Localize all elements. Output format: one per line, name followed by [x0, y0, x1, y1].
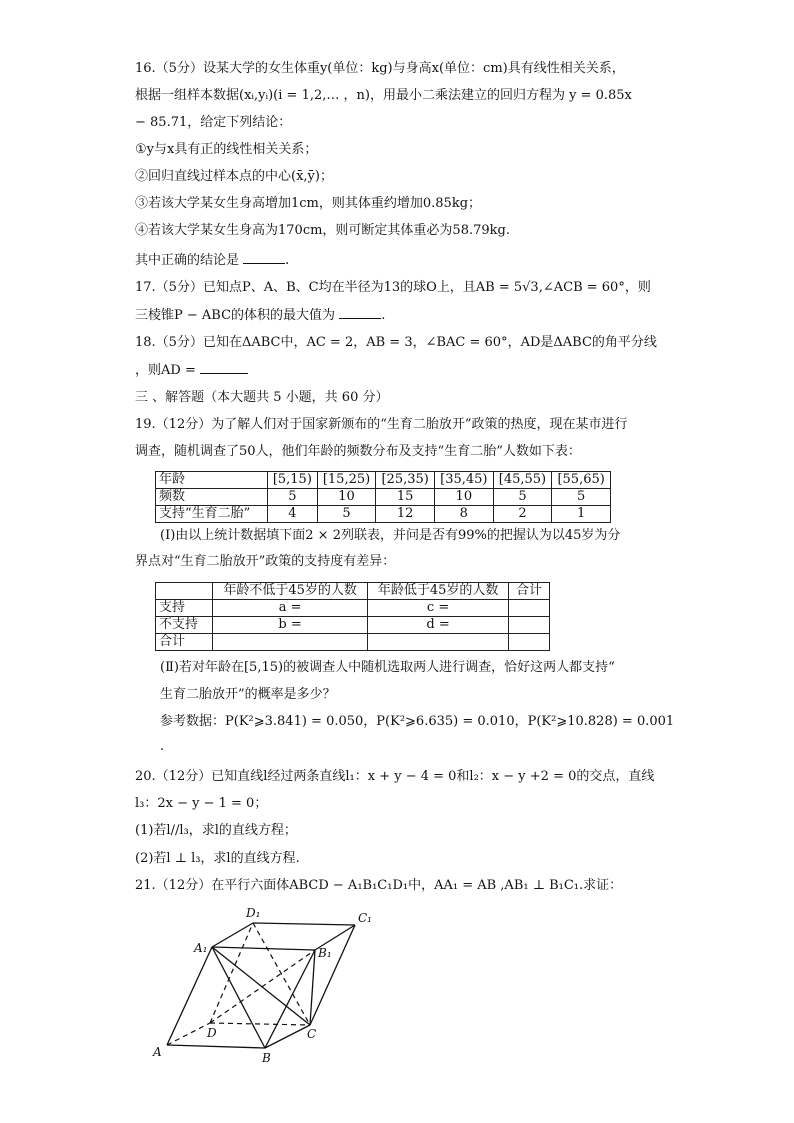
table-cell — [213, 634, 368, 651]
edge-AA1 — [167, 947, 212, 1045]
answer-blank — [243, 251, 285, 264]
q19-part1-line-1: (Ⅰ)由以上统计数据填下面2 × 2列联表，并问是否有99%的把握认为以45岁为分 — [160, 528, 621, 543]
q18-line-2 — [135, 361, 248, 380]
answer-blank — [339, 306, 381, 319]
table-cell: 支持 — [156, 600, 213, 617]
q17-line-1: 17.（5分）已知点P、A、B、C均在半径为13的球O上，且AB = 5√3,∠ACB = 60°，则 — [135, 280, 651, 295]
table-cell: 支持“生育二胎” — [156, 506, 268, 523]
q16-question — [135, 251, 289, 270]
answer-blank — [200, 361, 248, 374]
edge-CC1 — [310, 925, 355, 1025]
q18-line-1: 18.（5分）已知在ΔABC中，AC = 2，AB = 3，∠BAC = 60°，AD是ΔABC的角平分线 — [135, 335, 657, 350]
table-cell: 5 — [268, 489, 318, 506]
q20-line-2: l₃：2x − y − 1 = 0； — [135, 796, 268, 811]
table-row — [156, 600, 550, 617]
hidden-edge-AD — [167, 1023, 210, 1045]
q16-line-1: 16.（5分）设某大学的女生体重y(单位：kg)与身高x(单位：cm)具有线性相关关系， — [135, 61, 625, 76]
table-cell: 12 — [376, 506, 435, 523]
table-cell: [25,35) — [376, 472, 435, 489]
table-row — [156, 583, 550, 600]
q16-end: . — [285, 253, 290, 268]
table-cell: b = — [213, 617, 368, 634]
q19-part1-line-2: 界点对“生育二胎放开”政策的支持度有差异： — [135, 554, 396, 569]
table-cell — [509, 600, 550, 617]
q16-line-3: − 85.71，给定下列结论： — [135, 115, 292, 130]
hidden-edge-DD1 — [210, 923, 253, 1023]
table-cell: 频数 — [156, 489, 268, 506]
q16-conclusion-2: ②回归直线过样本点的中心(x̄,ȳ)； — [135, 169, 333, 184]
q17-line-2 — [135, 306, 385, 325]
table-cell: 年龄低于45岁的人数 — [368, 583, 509, 600]
edge-AB — [167, 1045, 265, 1048]
q20-subquestion-2: (2)若l ⊥ l₃，求l的直线方程. — [135, 851, 300, 866]
q21-line-1: 21.（12分）在平行六面体ABCD − A₁B₁C₁D₁中，AA₁ = AB ,AB₁ ⊥ B₁C₁.求证： — [135, 878, 623, 893]
table-row — [156, 489, 611, 506]
table-cell: 1 — [552, 506, 611, 523]
table-cell: 合计 — [156, 634, 213, 651]
table-cell: [35,45) — [435, 472, 494, 489]
q16-ask: 其中正确的结论是 — [135, 253, 240, 268]
q16-conclusion-3: ③若该大学某女生身高增加1cm，则其体重约增加0.85kg； — [135, 196, 482, 211]
edge-D1C1 — [253, 923, 355, 925]
table-row — [156, 506, 611, 523]
frequency-table — [155, 471, 611, 523]
diagonal-A1C — [212, 947, 310, 1025]
table-cell: 15 — [376, 489, 435, 506]
q19-part2-line-2: 生育二胎放开”的概率是多少？ — [160, 687, 336, 702]
label-B1: B₁ — [318, 946, 332, 960]
diagonal-A1B — [212, 947, 265, 1048]
q19-line-2: 调查，随机调查了50人，他们年龄的频数分布及支持“生育二胎”人数如下表： — [135, 444, 581, 459]
table-cell: 10 — [317, 489, 376, 506]
edge-A1D1 — [212, 923, 253, 947]
table-cell — [368, 634, 509, 651]
table-cell: 年龄 — [156, 472, 268, 489]
contingency-table — [155, 582, 550, 651]
q19-reference-end: . — [160, 739, 165, 754]
q20-line-1: 20.（12分）已知直线l经过两条直线l₁：x + y − 4 = 0和l₂：x − y +2 = 0的交点，直线 — [135, 769, 655, 784]
label-C: C — [307, 1027, 317, 1041]
table-cell: a = — [213, 600, 368, 617]
q19-line-1: 19.（12分）为了解人们对于国家新颁布的“生育二胎放开”政策的热度，现在某市进行 — [135, 417, 628, 432]
table-row — [156, 617, 550, 634]
hidden-edge-DC — [210, 1023, 310, 1025]
table-cell: 5 — [493, 489, 552, 506]
q17-end: . — [381, 308, 386, 323]
q16-line-2: 根据一组样本数据(xᵢ,yᵢ)(i = 1,2,… ，n)，用最小二乘法建立的回归方程为 y = 0.85x — [135, 88, 632, 103]
table-row — [156, 634, 550, 651]
edge-BC — [265, 1025, 310, 1048]
table-cell: d = — [368, 617, 509, 634]
label-A: A — [153, 1045, 162, 1059]
table-cell: 8 — [435, 506, 494, 523]
table-cell: 10 — [435, 489, 494, 506]
table-cell: [5,15) — [268, 472, 318, 489]
hidden-diagonal-D1C — [253, 923, 310, 1025]
table-cell — [509, 634, 550, 651]
table-row — [156, 472, 611, 489]
table-cell: 合计 — [509, 583, 550, 600]
table-cell: 2 — [493, 506, 552, 523]
parallelepiped-figure — [150, 905, 390, 1065]
section-header: 三 、解答题（本大题共 5 小题，共 60 分） — [135, 390, 389, 405]
table-cell — [156, 583, 213, 600]
table-cell — [509, 617, 550, 634]
segment-B1C — [310, 950, 315, 1025]
table-cell: 4 — [268, 506, 318, 523]
label-D1: D₁ — [246, 906, 261, 920]
q16-conclusion-4: ④若该大学某女生身高为170cm，则可断定其体重必为58.79kg. — [135, 223, 510, 238]
q19-part2-line-1: (Ⅱ)若对年龄在[5,15)的被调查人中随机选取两人进行调查，恰好这两人都支持“ — [160, 660, 615, 675]
table-cell: [55,65) — [552, 472, 611, 489]
table-cell: [15,25) — [317, 472, 376, 489]
q19-reference-data: 参考数据：P(K²⩾3.841) = 0.050，P(K²⩾6.635) = 0.010，P(K²⩾10.828) = 0.001 — [160, 714, 675, 729]
q20-subquestion-1: (1)若l//l₃，求l的直线方程； — [135, 823, 297, 838]
edge-A1B1 — [212, 947, 315, 950]
table-cell: c = — [368, 600, 509, 617]
label-B: B — [262, 1051, 271, 1065]
table-cell: 不支持 — [156, 617, 213, 634]
q17-text: 三棱锥P − ABC的体积的最大值为 — [135, 308, 336, 323]
label-A1: A₁ — [194, 941, 208, 955]
table-cell: 5 — [552, 489, 611, 506]
label-C1: C₁ — [358, 911, 372, 925]
label-D: D — [207, 1026, 217, 1040]
table-cell: [45,55) — [493, 472, 552, 489]
q16-conclusion-1: ①y与x具有正的线性相关关系； — [135, 142, 318, 157]
q18-text: ，则AD = — [135, 363, 196, 378]
table-cell: 年龄不低于45岁的人数 — [213, 583, 368, 600]
table-cell: 5 — [317, 506, 376, 523]
